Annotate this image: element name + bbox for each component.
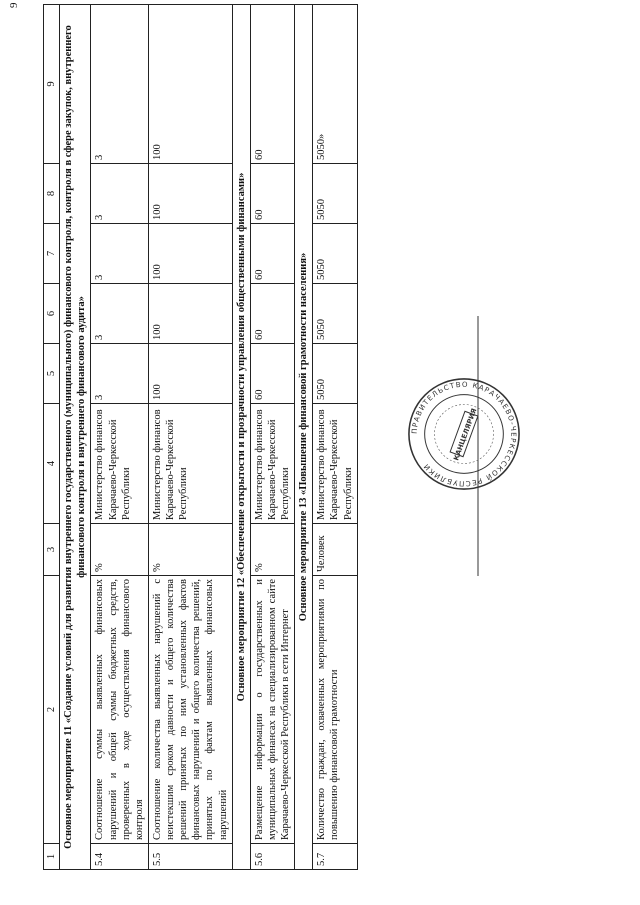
indicator-name: Соотношение суммы выявленных финансовых нарушений и общей суммы бюджетных средств, проверенных в ходе осуществления финансового контроля [91,576,149,844]
rotated-table-container [43,5,623,870]
value-cell: 100 [148,344,232,404]
value-cell: 5050 [313,344,357,404]
header-cell: 9 [44,5,60,164]
row-number: 5.4 [91,844,149,870]
table-row [313,5,357,870]
header-cell: 5 [44,344,60,404]
responsible-cell: Министерство финансов Карачаево-Черкесской Республики [91,404,149,524]
unit-cell: % [91,524,149,576]
unit-cell: % [148,524,232,576]
value-cell: 60 [250,5,294,164]
value-cell: 3 [91,164,149,224]
responsible-cell: Министерство финансов Карачаево-Черкесской Республики [313,404,357,524]
header-cell: 7 [44,224,60,284]
header-cell: 6 [44,284,60,344]
unit-cell: Человек [313,524,357,576]
value-cell: 3 [91,344,149,404]
value-cell: 60 [250,164,294,224]
row-number: 5.6 [250,844,294,870]
value-cell: 100 [148,5,232,164]
section-title: Основное мероприятие 11 «Создание условий для развития внутреннего государственного (муниципального) финансового контроля, контроля в сфере закупок, внутреннего финансового контроля и внутреннего финансового аудита» [60,5,91,870]
value-cell: 100 [148,164,232,224]
section-title: Основное мероприятие 12 «Обеспечение открытости и прозрачности управления общественными финансами» [232,5,250,870]
value-cell: 5050 [313,164,357,224]
value-cell: 60 [250,284,294,344]
unit-cell: % [250,524,294,576]
header-row [44,5,60,870]
page-number: 9 [8,2,20,8]
header-cell: 2 [44,576,60,844]
indicators-table [43,4,358,870]
row-number: 5.7 [313,844,357,870]
value-cell: 100 [148,284,232,344]
value-cell: 5050» [313,5,357,164]
stamp-outer-text: ПРАВИТЕЛЬСТВО КАРАЧАЕВО-ЧЕРКЕССКОЙ РЕСПУБЛИКИ [409,379,519,489]
indicator-name: Соотношение количества выявленных нарушений с неистекшим сроком давности и общего количества решений принятых по ним установленных фактов финансовых нарушений и общего количества решений, принятых по фактам выявленных финансовых нарушений [148,576,232,844]
value-cell: 60 [250,344,294,404]
section-title: Основное мероприятие 13 «Повышение финансовой грамотности населения» [295,5,313,870]
header-cell: 1 [44,844,60,870]
value-cell: 100 [148,224,232,284]
value-cell: 60 [250,224,294,284]
responsible-cell: Министерство финансов Карачаево-Черкесской Республики [148,404,232,524]
value-cell: 3 [91,284,149,344]
value-cell: 3 [91,224,149,284]
row-number: 5.5 [148,844,232,870]
table-row [250,5,294,870]
value-cell: 3 [91,5,149,164]
header-cell: 4 [44,404,60,524]
official-stamp [405,375,523,493]
table-row [148,5,232,870]
indicator-name: Размещение информации о государственных и муниципальных финансах на специализированном сайте Карачаево-Черкесской Республики в сети Интернет [250,576,294,844]
section-heading-row [232,5,250,870]
indicator-name: Количество граждан, охваченных мероприятиями по повышению финансовой грамотности [313,576,357,844]
value-cell: 5050 [313,224,357,284]
header-cell: 8 [44,164,60,224]
stamp-inner-text: КАНЦЕЛЯРИЯ [452,407,479,462]
value-cell: 5050 [313,284,357,344]
section-heading-row [295,5,313,870]
responsible-cell: Министерство финансов Карачаево-Черкесской Республики [250,404,294,524]
header-cell: 3 [44,524,60,576]
table-row [91,5,149,870]
section-heading-row [60,5,91,870]
